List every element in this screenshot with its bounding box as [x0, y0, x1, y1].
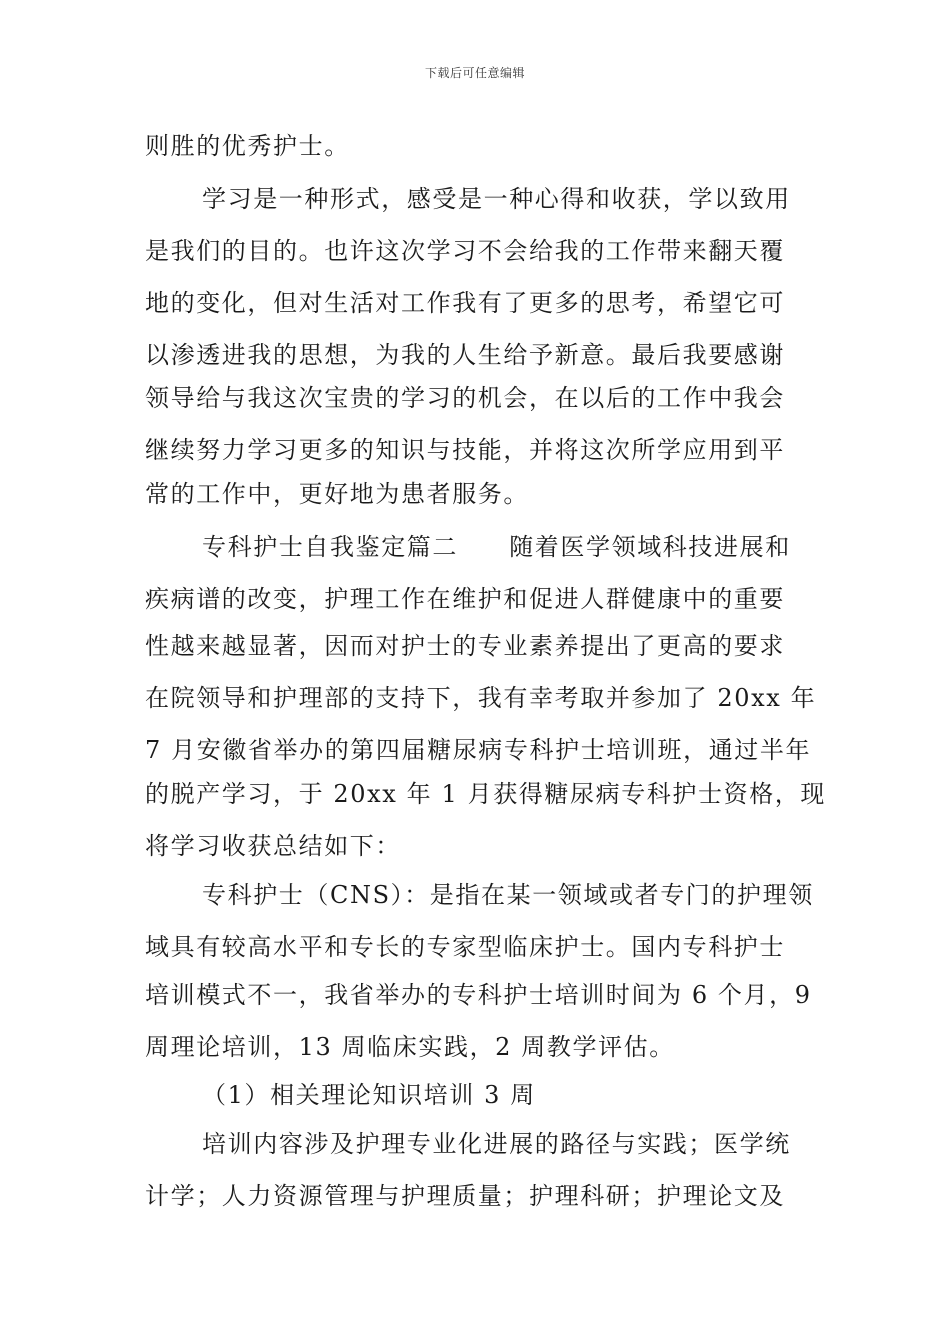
section-heading-line: 专科护士自我鉴定篇二 随着医学领域科技进展和: [202, 533, 791, 561]
body-line: 继续努力学习更多的知识与技能，并将这次所学应用到平: [145, 436, 785, 464]
body-line: 则胜的优秀护士。: [145, 132, 350, 160]
body-line: 是我们的目的。也许这次学习不会给我的工作带来翻天覆: [145, 237, 785, 265]
body-line: 周理论培训，13 周临床实践，2 周教学评估。: [145, 1033, 675, 1061]
page-header: 下载后可任意编辑: [424, 66, 525, 80]
body-line: 领导给与我这次宝贵的学习的机会，在以后的工作中我会: [145, 384, 785, 412]
body-line: 疾病谱的改变，护理工作在维护和促进人群健康中的重要: [145, 585, 785, 613]
body-line: 常的工作中，更好地为患者服务。: [145, 480, 529, 508]
paragraph-first-line: 培训内容涉及护理专业化进展的路径与实践；医学统: [202, 1130, 791, 1158]
body-line: 地的变化，但对生活对工作我有了更多的思考，希望它可: [145, 289, 785, 317]
paragraph-first-line: 学习是一种形式，感受是一种心得和收获，学以致用: [202, 185, 791, 213]
body-line: 计学；人力资源管理与护理质量；护理科研；护理论文及: [145, 1182, 785, 1210]
body-line: 以渗透进我的思想，为我的人生给予新意。最后我要感谢: [145, 341, 785, 369]
body-line: 在院领导和护理部的支持下，我有幸考取并参加了 20xx 年: [145, 684, 817, 712]
body-line: 培训模式不一，我省举办的专科护士培训时间为 6 个月，9: [145, 981, 812, 1009]
body-line: 域具有较高水平和专长的专家型临床护士。国内专科护士: [145, 933, 785, 961]
body-line: 的脱产学习，于 20xx 年 1 月获得糖尿病专科护士资格，现: [145, 780, 826, 808]
paragraph-first-line: 专科护士（CNS）：是指在某一领域或者专门的护理领: [202, 881, 814, 909]
body-line: 7 月安徽省举办的第四届糖尿病专科护士培训班，通过半年: [145, 736, 812, 764]
body-line: 性越来越显著，因而对护士的专业素养提出了更高的要求: [145, 632, 785, 660]
body-line: 将学习收获总结如下：: [145, 832, 401, 860]
subheading-line: （1）相关理论知识培训 3 周: [202, 1081, 536, 1109]
